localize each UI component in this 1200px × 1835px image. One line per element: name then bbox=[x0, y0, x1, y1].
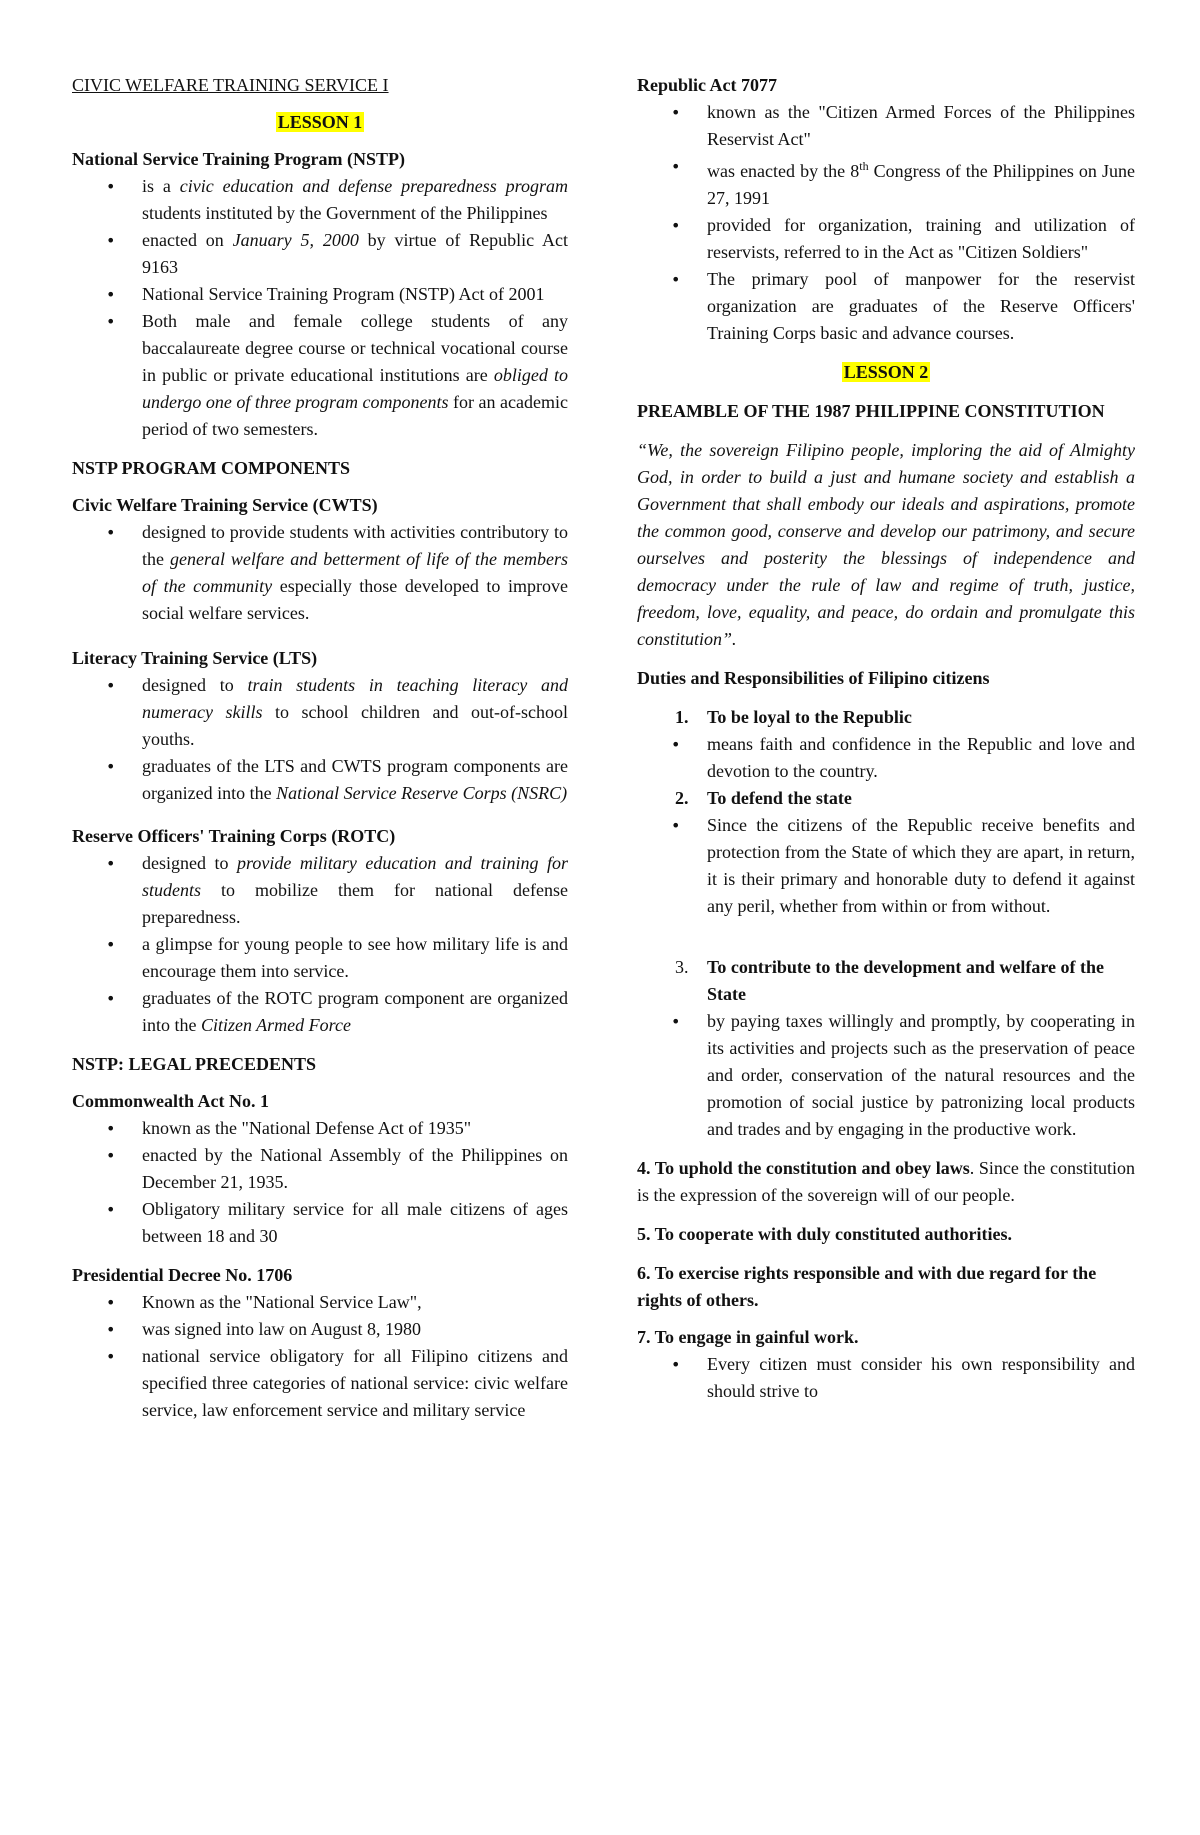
commonwealth-act-list bbox=[72, 1115, 568, 1250]
components-heading: NSTP PROGRAM COMPONENTS bbox=[72, 458, 351, 478]
duty-1-number: 1. bbox=[675, 707, 689, 727]
list-item: • Obligatory military service for all male citizens of ages between 18 and 30 bbox=[142, 1196, 568, 1250]
duty-7: 7. To engage in gainful work. bbox=[637, 1327, 859, 1347]
list-item: • Every citizen must consider his own responsibility and should strive to bbox=[707, 1351, 1135, 1405]
list-item: • national service obligatory for all Filipino citizens and specified three categories of national service: civic welfare service, law enforcement service and military service bbox=[142, 1343, 568, 1424]
lesson-1-label: LESSON 1 bbox=[277, 112, 363, 132]
list-item: • a glimpse for young people to see how military life is and encourage them into service. bbox=[142, 931, 568, 985]
document-title: CIVIC WELFARE TRAINING SERVICE I bbox=[72, 75, 389, 95]
duty-7-list bbox=[637, 1351, 1135, 1405]
duty-1-list bbox=[637, 731, 1135, 785]
nstp-heading: National Service Training Program (NSTP) bbox=[72, 149, 405, 169]
rotc-list bbox=[72, 850, 568, 1039]
list-item: • graduates of the ROTC program component are organized into the Citizen Armed Force bbox=[142, 985, 568, 1039]
list-item: • known as the "National Defense Act of 1935" bbox=[142, 1115, 568, 1142]
duty-3-title: To contribute to the development and welfare of the State bbox=[707, 957, 1104, 1004]
presidential-decree-list bbox=[72, 1289, 568, 1424]
list-item: • graduates of the LTS and CWTS program components are organized into the National Service Reserve Corps (NSRC) bbox=[142, 753, 568, 807]
list-item: • designed to provide students with activities contributory to the general welfare and betterment of life of the members of the community especially those developed to improve social welfare services. bbox=[142, 519, 568, 627]
duty-2 bbox=[637, 785, 1135, 812]
cwts-list bbox=[72, 519, 568, 627]
duties-heading: Duties and Responsibilities of Filipino citizens bbox=[637, 668, 990, 688]
republic-act-list bbox=[637, 99, 1135, 347]
cwts-heading: Civic Welfare Training Service (CWTS) bbox=[72, 495, 378, 515]
nstp-list bbox=[72, 173, 568, 443]
lesson-1-heading bbox=[72, 109, 568, 136]
duty-3-list bbox=[637, 1008, 1135, 1143]
list-item: • was signed into law on August 8, 1980 bbox=[142, 1316, 568, 1343]
duty-3-number: 3. bbox=[675, 957, 689, 977]
commonwealth-act-heading: Commonwealth Act No. 1 bbox=[72, 1091, 269, 1111]
duty-5: 5. To cooperate with duly constituted authorities. bbox=[637, 1224, 1013, 1244]
left-column bbox=[72, 72, 568, 1424]
preamble-heading: PREAMBLE OF THE 1987 PHILIPPINE CONSTITUTION bbox=[637, 401, 1105, 421]
lesson-2-label: LESSON 2 bbox=[843, 362, 929, 382]
duty-2-title: To defend the state bbox=[707, 788, 852, 808]
list-item: • The primary pool of manpower for the reservist organization are graduates of the Reserve Officers' Training Corps basic and advance courses. bbox=[707, 266, 1135, 347]
duty-2-list bbox=[637, 812, 1135, 920]
list-item: • Since the citizens of the Republic receive benefits and protection from the State of which they are apart, in return, it is their primary and honorable duty to defend it against any peril, whether from within or from without. bbox=[707, 812, 1135, 920]
list-item: • National Service Training Program (NSTP) Act of 2001 bbox=[142, 281, 568, 308]
list-item: • enacted by the National Assembly of the Philippines on December 21, 1935. bbox=[142, 1142, 568, 1196]
lesson-2-heading bbox=[637, 359, 1135, 386]
preamble-text: “We, the sovereign Filipino people, imploring the aid of Almighty God, in order to build a just and humane society and establish a Government that shall embody our ideals and aspirations, promote the common good, conserve and develop our patrimony, and secure ourselves and posterity the blessings of independence and democracy under the rule of law and regime of truth, justice, freedom, love, equality, and peace, do ordain and promulgate this constitution”. bbox=[637, 440, 1135, 649]
right-column bbox=[637, 72, 1135, 1405]
duty-1-title: To be loyal to the Republic bbox=[707, 707, 912, 727]
list-item: • designed to provide military education and training for students to mobilize them for national defense preparedness. bbox=[142, 850, 568, 931]
list-item: • designed to train students in teaching literacy and numeracy skills to school children and out-of-school youths. bbox=[142, 672, 568, 753]
list-item: • enacted on January 5, 2000 by virtue of Republic Act 9163 bbox=[142, 227, 568, 281]
republic-act-heading: Republic Act 7077 bbox=[637, 75, 778, 95]
list-item: • known as the "Citizen Armed Forces of the Philippines Reservist Act" bbox=[707, 99, 1135, 153]
lts-heading: Literacy Training Service (LTS) bbox=[72, 648, 318, 668]
list-item: • was enacted by the 8th Congress of the Philippines on June 27, 1991 bbox=[707, 153, 1135, 212]
duty-6: 6. To exercise rights responsible and with due regard for the rights of others. bbox=[637, 1263, 1097, 1310]
list-item: • provided for organization, training and utilization of reservists, referred to in the Act as "Citizen Soldiers" bbox=[707, 212, 1135, 266]
duty-4-title: 4. To uphold the constitution and obey laws bbox=[637, 1158, 970, 1178]
duty-1 bbox=[637, 704, 1135, 731]
list-item: • means faith and confidence in the Republic and love and devotion to the country. bbox=[707, 731, 1135, 785]
lts-list bbox=[72, 672, 568, 807]
presidential-decree-heading: Presidential Decree No. 1706 bbox=[72, 1265, 293, 1285]
list-item: • Both male and female college students of any baccalaureate degree course or technical vocational course in public or private educational institutions are obliged to undergo one of three program components for an academic period of two semesters. bbox=[142, 308, 568, 443]
legal-precedents-heading: NSTP: LEGAL PRECEDENTS bbox=[72, 1054, 317, 1074]
duty-2-number: 2. bbox=[675, 788, 689, 808]
list-item: • Known as the "National Service Law", bbox=[142, 1289, 568, 1316]
rotc-heading: Reserve Officers' Training Corps (ROTC) bbox=[72, 826, 396, 846]
duty-4: 4. To uphold the constitution and obey laws. Since the constitution is the expression of the sovereign will of our people. bbox=[637, 1158, 1136, 1205]
list-item: • is a civic education and defense preparedness program students instituted by the Government of the Philippines bbox=[142, 173, 568, 227]
list-item: • by paying taxes willingly and promptly, by cooperating in its activities and projects such as the preservation of peace and order, conservation of the natural resources and the promotion of social justice by patronizing local products and trades and by engaging in the productive work. bbox=[707, 1008, 1135, 1143]
duty-3 bbox=[637, 954, 1135, 1008]
